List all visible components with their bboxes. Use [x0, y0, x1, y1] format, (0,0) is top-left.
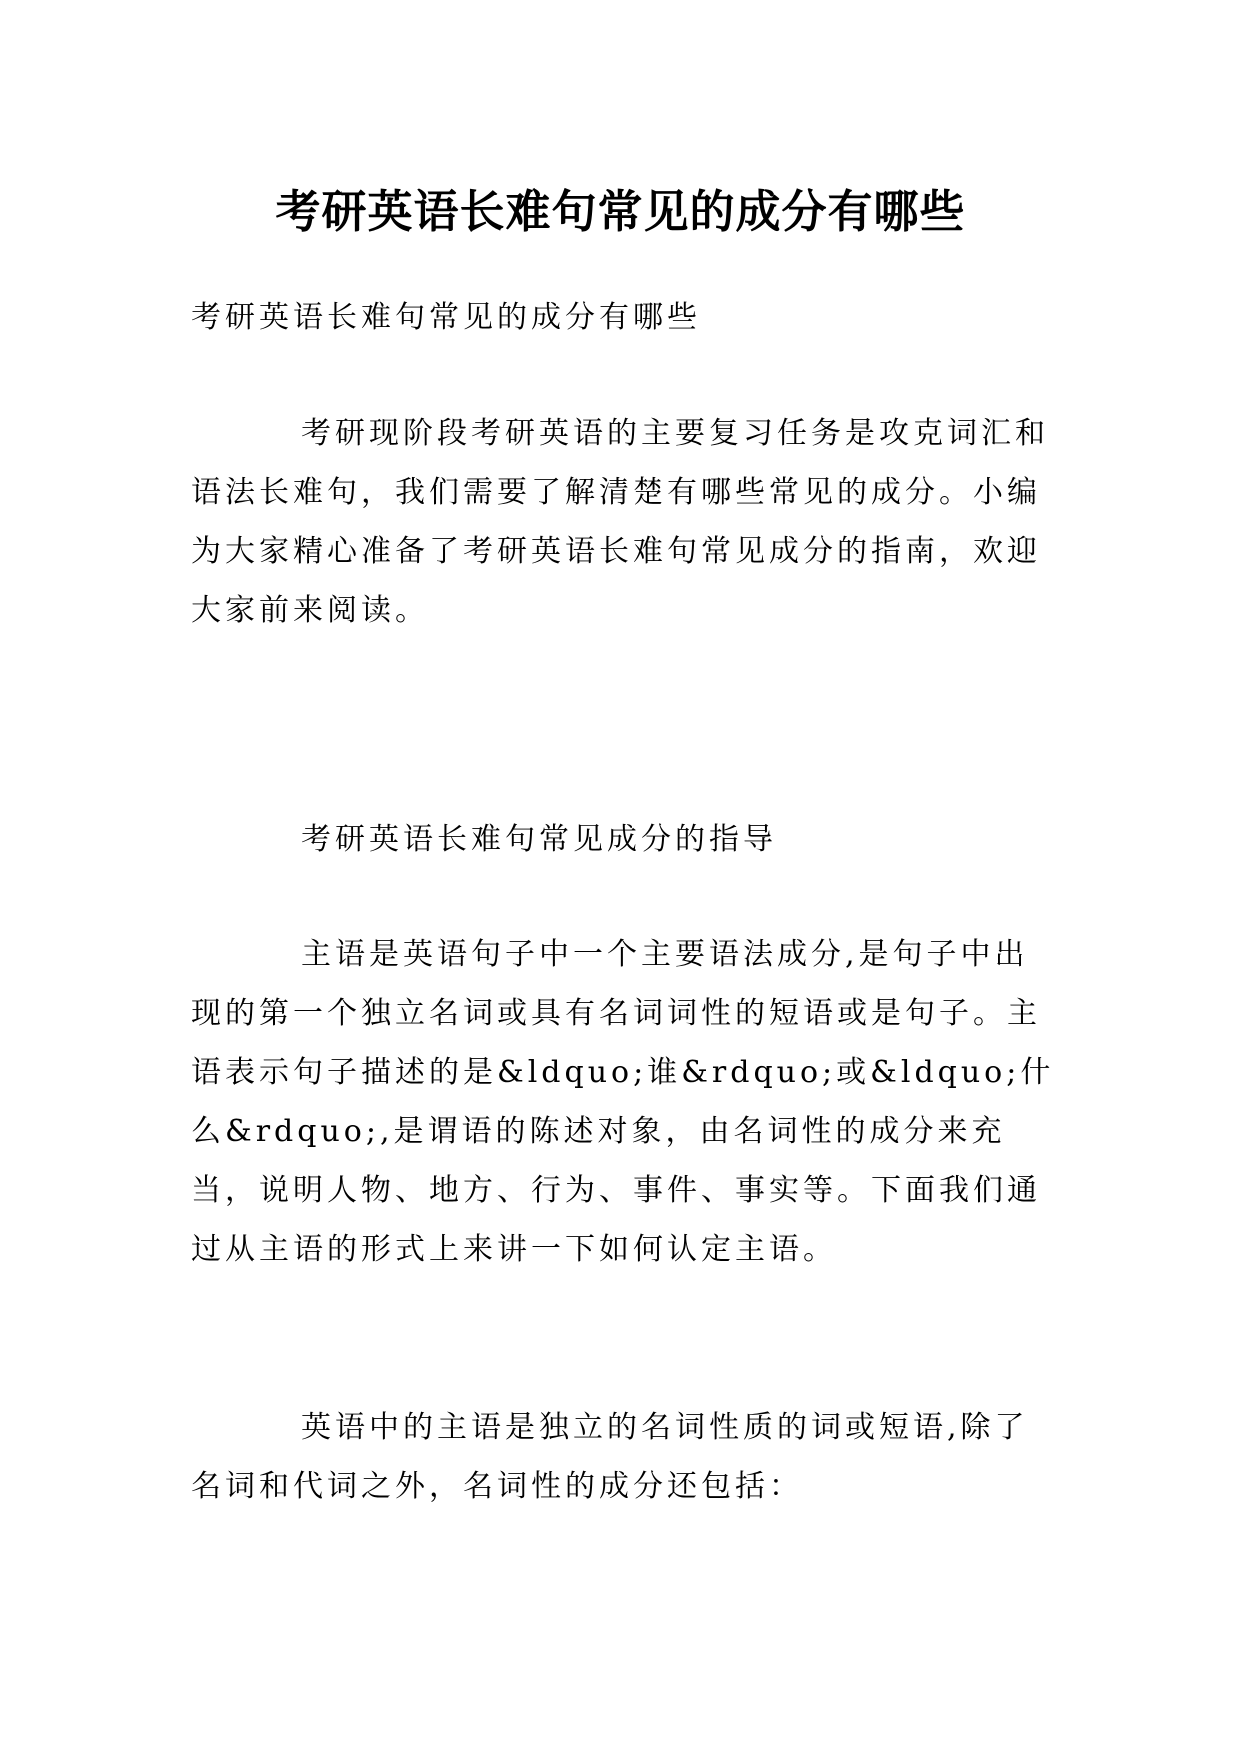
subject-paragraph: 主语是英语句子中一个主要语法成分,是句子中出现的第一个独立名词或具有名词词性的短语或是句子。主语表示句子描述的是&ldquo;谁&rdquo;或&ldquo;什么&rdquo;,是谓语的陈述对象，由名词性的成分来充当，说明人物、地方、行为、事件、事实等。下面我们通过从主语的形式上来讲一下如何认定主语。: [191, 937, 1055, 1267]
intro-paragraph: 考研现阶段考研英语的主要复习任务是攻克词汇和语法长难句，我们需要了解清楚有哪些常见的成分。小编为大家精心准备了考研英语长难句常见成分的指南，欢迎大家前来阅读。: [191, 416, 1049, 628]
document-title: 考研英语长难句常见的成分有哪些: [275, 185, 966, 239]
english-subject-paragraph: 英语中的主语是独立的名词性质的词或短语,除了名词和代词之外，名词性的成分还包括：: [191, 1410, 1029, 1504]
section-heading: 考研英语长难句常见成分的指导: [301, 822, 777, 857]
document-subtitle: 考研英语长难句常见的成分有哪些: [191, 300, 701, 335]
